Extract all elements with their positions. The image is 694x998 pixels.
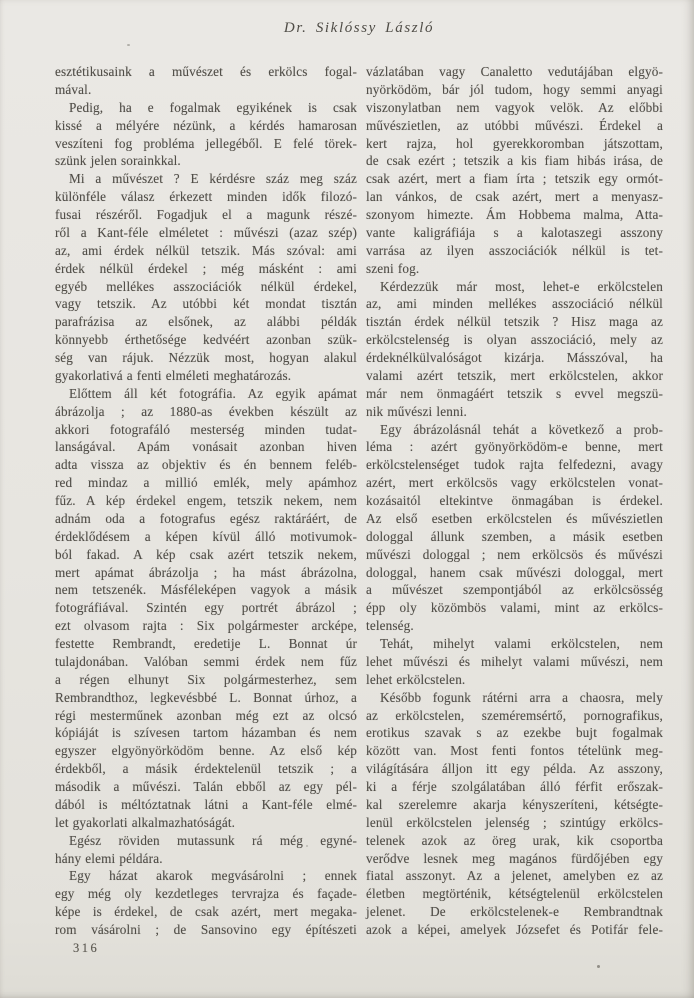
text-line: dologgal állunk szemben, a másik esetben [366,528,663,544]
paragraph [55,170,357,385]
text-line: érdekből, a másik érdektelenül tetszik ; a [55,761,357,777]
text-line: az, ami érdek nélkül tetszik. Más szóval: ami [55,242,357,258]
text-line: viszonylatban nem vagyok velök. Az előbbi [366,99,663,115]
text-line: a régen elhunyt Six polgármesterhez, sem [55,671,357,687]
text-line: lehet erkölcstelen. [366,671,466,687]
text-line: ezt olvasom rajta : Six polgármester arcképe, [55,618,357,634]
page-number: 316 [73,941,100,955]
text-line: lehet művészi és mihelyt valami művészi, nem [366,653,663,669]
scan-speck [127,44,130,46]
text-line: kal szerelemre akarja kényszeríteni, kétségte- [366,796,663,812]
text-columns [55,63,663,939]
text-line: kozásaitól eltekintve önmagában is érdekel. [366,493,663,508]
text-line: Egy házat akarok megvásárolni ; ennek [69,868,357,884]
paragraph [55,832,357,868]
text-line: festette Rembrandt, eredetije L. Bonnat úr [55,636,357,651]
text-line: képe is érdekel, de csak azért, mert megaka- [55,904,357,920]
text-line: Később fogunk rátérni arra a chaosra, mely [380,689,663,705]
text-line: egyszer elgyönyörködöm benne. Az első kép [55,743,357,759]
text-line: érdeklődésem a képen kívül álló motivumok- [55,528,357,544]
text-line: régi mesterműnek azonban még ezt az olcsó [55,707,357,723]
text-line: let gyakorlati alkalmazhatóságát. [55,814,236,830]
text-line: a művészet szempontjából az erkölcsösség [366,582,663,598]
text-line: tulajdonában. Valóban semmi érdek nem fűz [55,653,357,669]
text-line: hány elemi példára. [55,850,163,866]
text-line: akkori fotografáló mesterség minden tudat- [55,421,357,437]
text-line: tisztán érdek nélkül tetszik ? Hisz maga az [366,314,663,330]
text-line: telenek azok az öreg urak, kik csoportba [366,832,663,848]
text-line: ség van rájuk. Nézzük most, hogyan alakul [55,350,357,365]
text-line: nyörködöm, bár jól tudom, hogy semmi anyagi [366,81,663,97]
text-line: mával. [55,81,92,97]
text-line: erotikus szavak s az ezekbe bujt fogalmak [366,725,663,741]
text-line: ről a Kant-féle elméletet : művészi (azaz szép) [55,224,357,240]
text-line: nik művészi lenni. [366,403,467,419]
paragraph [55,385,357,832]
text-line: Rembrandthoz, legkevésbbé L. Bonnat úrhoz, a [55,689,357,705]
paragraph [55,99,357,171]
text-line: dából is méltóztatnak látni a Kant-féle elmé- [55,796,357,812]
text-line: veszíteni fog probléma jellegéből. E felé törek- [55,135,357,151]
scan-speck [597,965,600,968]
text-line: érdeknélkülvalóságot kizárja. Másszóval, ha [366,350,663,365]
text-line: fotográfiával. Szintén egy portrét ábrázol ; [55,600,357,616]
text-line: valami azért tetszik, mert erkölcstelen, akkor [366,367,663,383]
paragraph [55,867,357,939]
text-line: lanságával. Apám vonásait azonban hiven [55,439,357,455]
text-line: vante kaligráfiája s a kalotaszegi asszony [366,224,663,240]
text-line: verődve lesnek meg magános fürdőjében egy [366,850,663,866]
text-line: varrása az ilyen asszociációk nélkül is tet- [366,242,663,258]
text-line: Az első esetben erkölcstelen és művészietlen [366,510,663,526]
text-line: különféle válasz érkezett minden idők filozó- [55,189,357,205]
text-line: kert rajza, hol gyerekkoromban játszottam, [366,135,663,151]
text-line: erkölcstelenség is olyan asszociáció, mely az [366,332,663,348]
text-line: művészi dologgal ; nem erkölcsös és művészi [366,546,663,562]
text-line: lenül erkölcstelen jelenség ; szintúgy erkölcs- [366,814,663,830]
column-right [366,63,663,939]
text-line: érdek nélkül érdekel ; még másként : ami [55,260,357,276]
text-line: Egész röviden mutassunk rá még egyné- [69,832,357,848]
scan-speck [306,845,308,847]
text-line: életben megtörténik, kétségtelenül erkölcstelen [366,886,663,902]
text-line: vázlatában vagy Canaletto vedutájában elgyö- [366,64,663,79]
text-line: lan vánkos, de csak azért, mert a menyasz- [366,189,663,205]
text-line: de csak ezért ; tetszik a kis fiam hibás irása, de [366,153,663,169]
text-line: kópiáját is szívesen tartom házamban és nem [55,725,357,741]
text-line: egyéb mellékes asszociációk nélkül érdekel, [55,278,357,294]
text-line: csak azért, mert a fiam írta ; tetszik egy ormót- [366,171,663,187]
text-line: ki a férje szolgálatában álló férfit erőszak- [366,779,663,794]
text-line: ábrázolja ; az 1880-as években készült az [55,403,357,419]
text-line: fűz. A kép érdekel engem, tetszik nekem, nem [55,493,357,508]
text-line: dologgal, hanem csak művészi dologgal, mert [366,564,663,580]
text-line: kissé a mélyére nézünk, a kérdés hamarosan [55,117,357,133]
text-line: fusai részéről. Fogadjuk el a magunk részé- [55,207,357,222]
text-line: egy még oly kezdetleges tervrajza és façade- [55,886,357,902]
running-head-author: Dr. Siklóssy László [283,20,435,36]
text-line: könnyebb érthetősége kedvéért azonban szük- [55,332,357,348]
text-line: az erkölcstelen, szeméremsértő, pornografikus, [366,707,663,723]
text-line: adnám oda a fotografus egész raktáráért, de [55,510,357,526]
text-line: Kérdezzük már most, lehet-e erkölcstelen [380,278,663,294]
text-line: között van. Most fenti fontos tételünk meg- [366,743,663,759]
text-line: azok a képei, amelyek Józsefet és Potifár fele- [366,922,663,937]
text-line: ból fakad. A kép csak azért tetszik nekem, [55,546,357,562]
text-line: esztétikusaink a művészet és erkölcs fogal- [55,64,357,79]
paragraph [366,689,663,939]
text-line: Tehát, mihelyt valami erkölcstelen, nem [380,636,663,651]
text-line: már nem önmagáért tetszik s evvel megszü- [366,385,663,401]
text-line: nem tetszenék. Másféleképen vagyok a másik [55,582,357,598]
column-left [55,63,357,939]
text-line: telenség. [366,618,414,634]
text-line: Mi a művészet ? E kérdésre száz meg száz [69,171,357,187]
text-line: erkölcstelenséget tudok rajta felfedezni, avagy [366,457,663,473]
text-line: vagy tetszik. Az utóbbi két mondat tisztán [55,296,357,312]
text-line: léma : azért gyönyörködöm-e benne, mert [366,439,663,455]
text-line: Előttem áll két fotográfia. Az egyik apámat [69,385,357,401]
paragraph [366,278,663,421]
text-line: red mindaz a millió emlék, mely apámhoz [55,475,357,491]
text-line: adta vissza az objektiv és én bennem feléb- [55,457,357,473]
text-line: az, ami minden mellékes asszociáció nélkül [366,296,663,312]
paragraph [366,635,663,689]
text-line: parafrázisa az elsőnek, az alábbi példák [55,314,357,330]
text-line: szünk jelen sorainkkal. [55,153,181,169]
paragraph [366,421,663,636]
text-line: második a művészi. Talán ebből az egy pél- [55,779,357,794]
text-line: művészietlen, az utóbbi művészi. Érdekel a [366,117,663,133]
paragraph [366,63,663,278]
text-line: gyakorlativá a fenti elméleti meghatározás. [55,367,292,383]
paragraph [55,63,357,99]
text-line: szeni fog. [366,260,420,276]
text-line: Egy ábrázolásnál tehát a következő a prob- [380,421,663,437]
text-line: rom vásárolni ; de Sansovino egy építészeti [55,922,357,937]
text-line: fiatal asszonyt. Az a jelenet, amelyben ez az [366,868,663,884]
text-line: épp oly közömbös valami, mint az erkölcs- [366,600,663,616]
text-line: szonyom himezte. Ám Hobbema malma, Atta- [366,207,663,222]
text-line: világítására álljon itt egy példa. Az asszony, [366,761,663,777]
text-line: azért, mert erkölcsös vagy erkölcstelen vonat- [366,475,663,491]
text-line: Pedig, ha e fogalmak egyikének is csak [69,99,357,115]
text-line: mert apámat ábrázolja ; ha mást ábrázolna, [55,564,357,580]
text-line: jelenet. De erkölcstelenek-e Rembrandtnak [366,904,663,920]
